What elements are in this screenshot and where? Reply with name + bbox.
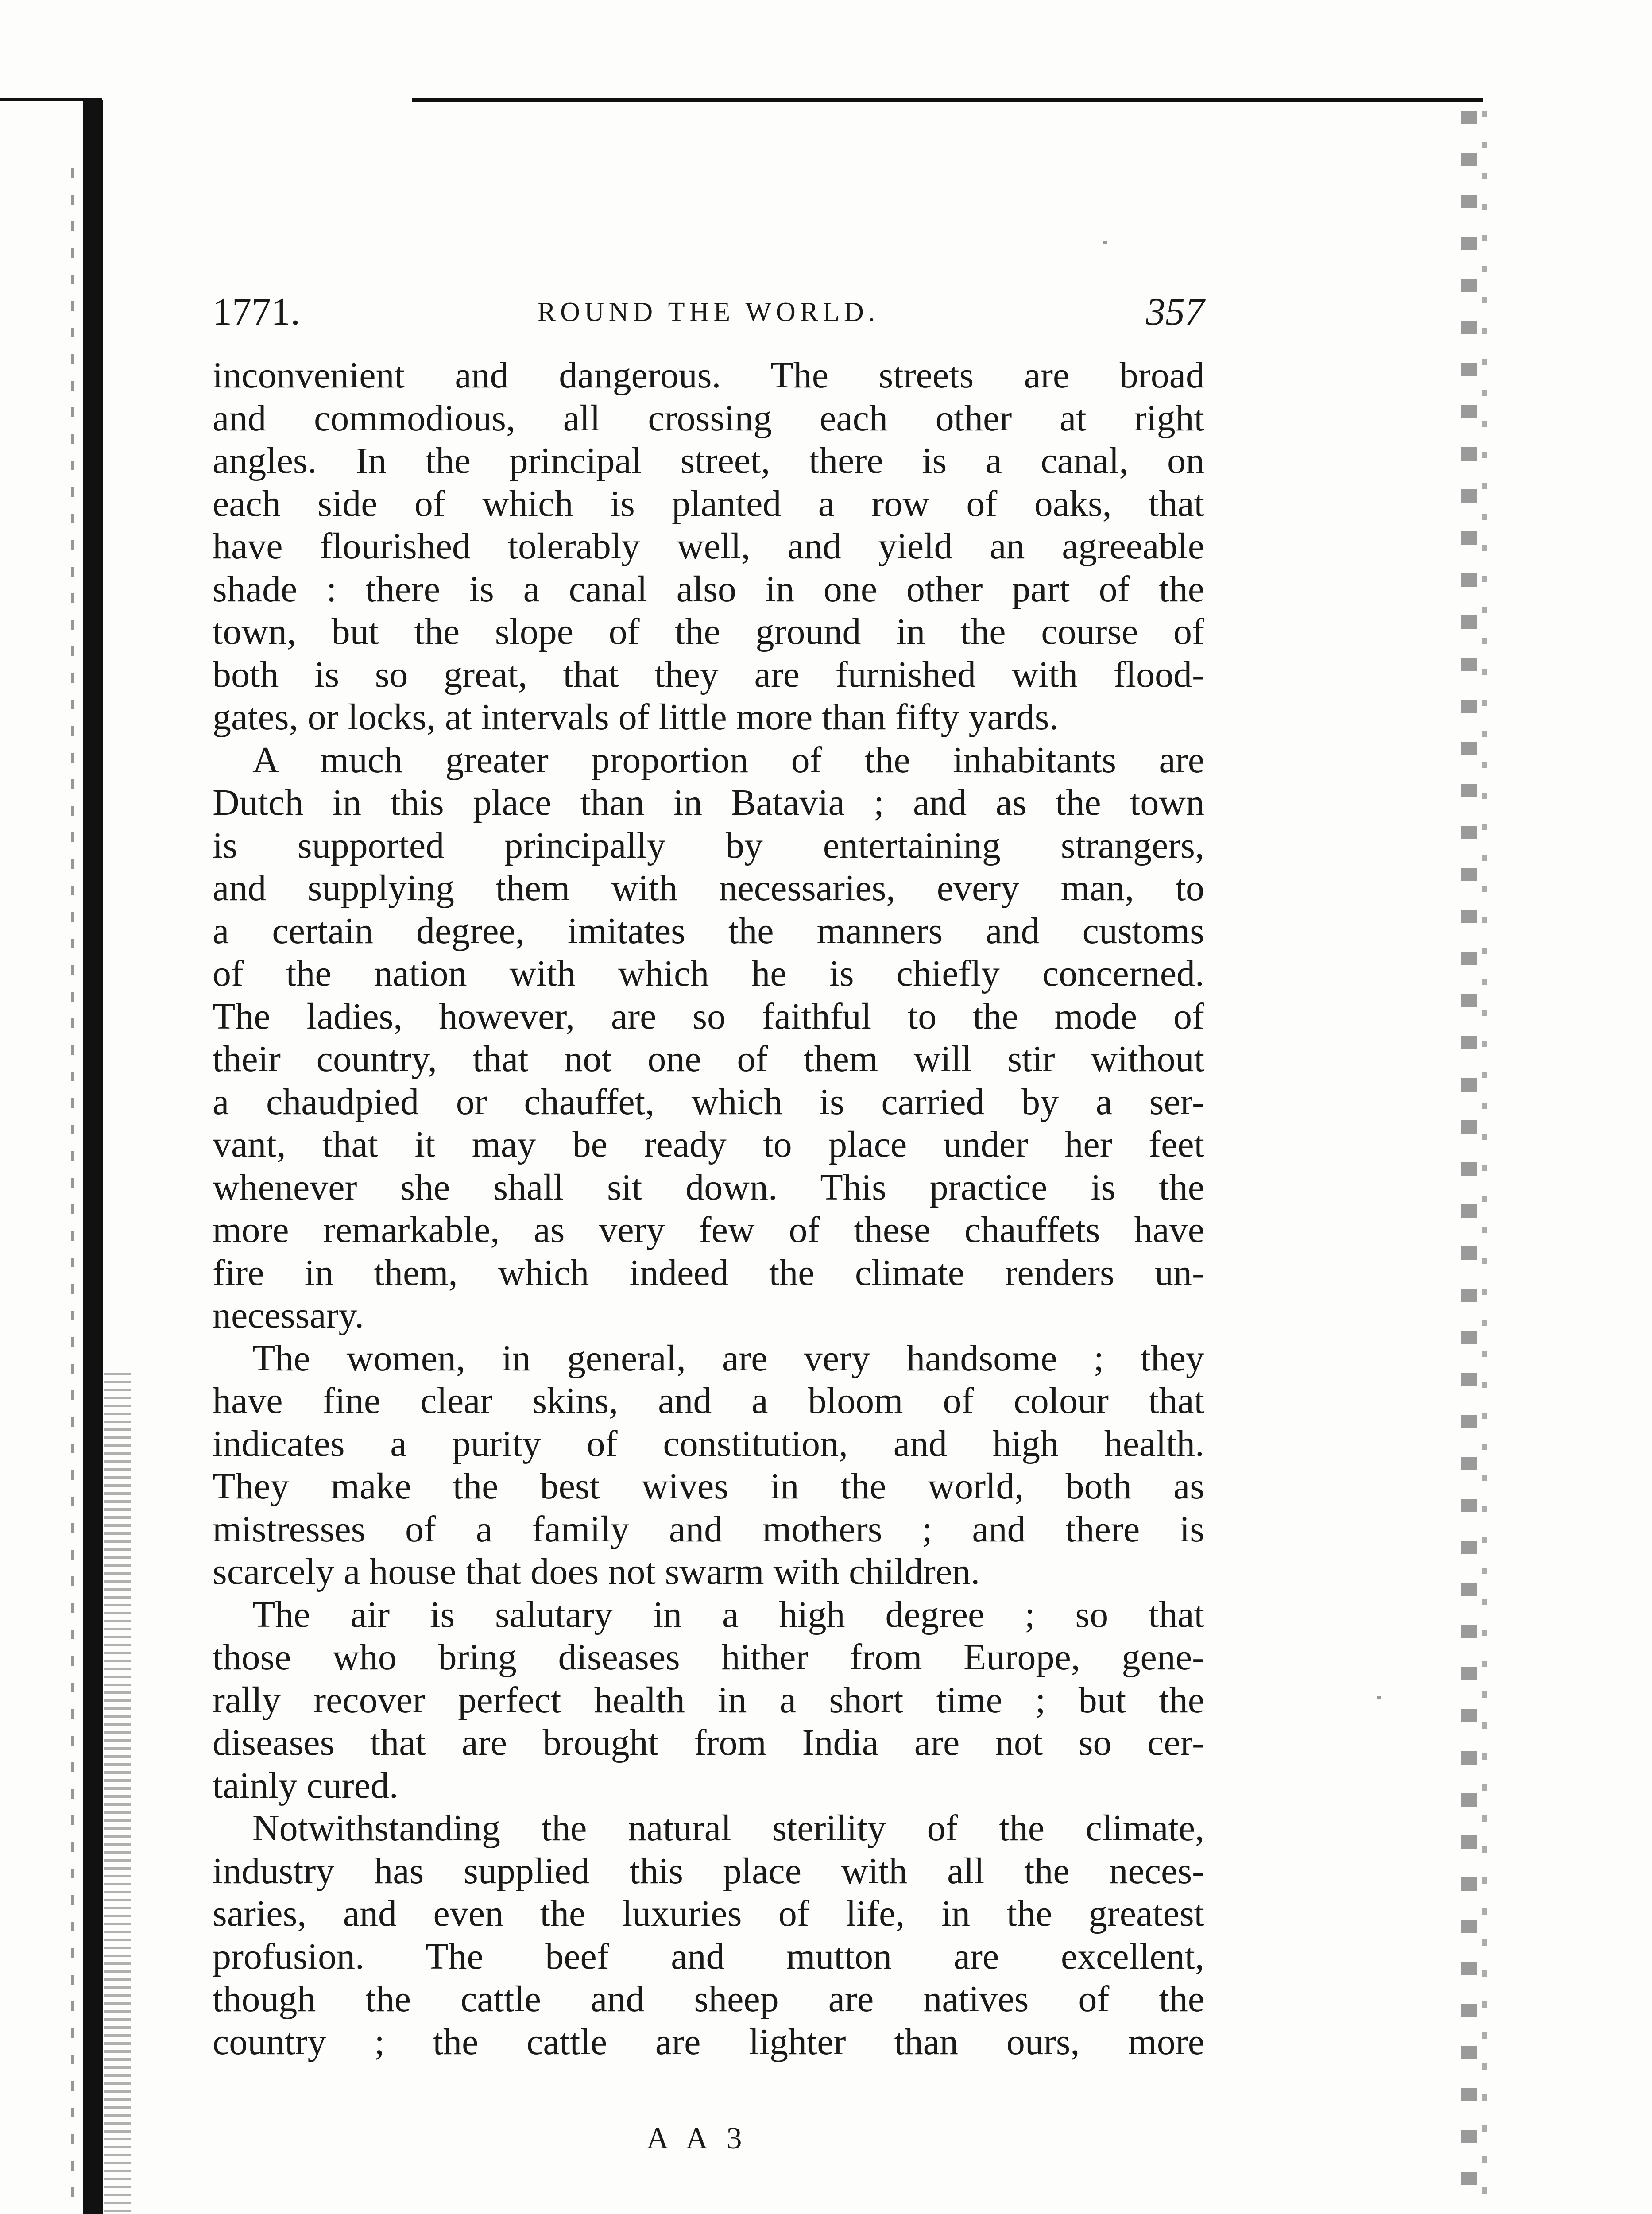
text-line: of the nation with which he is chiefly concerned. bbox=[213, 953, 1204, 994]
text-line: have flourished tolerably well, and yield an agreeable bbox=[213, 526, 1204, 567]
text-line: diseases that are brought from India are not so cer- bbox=[213, 1722, 1204, 1763]
scan-speck bbox=[1377, 1696, 1381, 1699]
text-line: A much greater proportion of the inhabitants are bbox=[252, 739, 1204, 781]
text-line: a chaudpied or chauffet, which is carried by a ser- bbox=[213, 1081, 1204, 1122]
body-text bbox=[213, 354, 1204, 2063]
text-line: more remarkable, as very few of these chauffets have bbox=[213, 1209, 1204, 1250]
scan-speck bbox=[1103, 241, 1107, 244]
text-line: both is so great, that they are furnished with flood- bbox=[213, 654, 1204, 695]
text-line: Dutch in this place than in Batavia ; and as the town bbox=[213, 782, 1204, 823]
text-line: The women, in general, are very handsome ; they bbox=[252, 1337, 1204, 1379]
text-line: fire in them, which indeed the climate renders un- bbox=[213, 1252, 1204, 1293]
text-line: industry has supplied this place with all the neces- bbox=[213, 1850, 1204, 1892]
text-line: scarcely a house that does not swarm with children. bbox=[213, 1551, 980, 1592]
adjacent-page-bleed bbox=[1461, 111, 1477, 2214]
binding-edge-shadow bbox=[71, 168, 74, 2214]
text-line: whenever she shall sit down. This practice is the bbox=[213, 1166, 1204, 1208]
text-line: shade : there is a canal also in one other part of the bbox=[213, 568, 1204, 610]
text-line: each side of which is planted a row of oaks, that bbox=[213, 483, 1204, 524]
text-line: and commodious, all crossing each other at right bbox=[213, 397, 1204, 439]
running-head bbox=[213, 288, 1204, 337]
text-line: gates, or locks, at intervals of little more than fifty yards. bbox=[213, 697, 1059, 738]
text-line: and supplying them with necessaries, every man, to bbox=[213, 867, 1204, 909]
page-number: 357 bbox=[1146, 290, 1204, 333]
text-line: mistresses of a family and mothers ; and there is bbox=[213, 1508, 1204, 1550]
text-line: their country, that not one of them will stir without bbox=[213, 1038, 1204, 1080]
text-line: inconvenient and dangerous. The streets are broad bbox=[213, 355, 1204, 396]
text-line: rally recover perfect health in a short time ; but the bbox=[213, 1679, 1204, 1721]
text-line: saries, and even the luxuries of life, in the greatest bbox=[213, 1893, 1204, 1934]
binding-edge-noise bbox=[104, 1373, 131, 2214]
header-title: ROUND THE WORLD. bbox=[537, 297, 880, 327]
text-line: Notwithstanding the natural sterility of the climate, bbox=[252, 1808, 1204, 1849]
text-line: The air is salutary in a high degree ; so that bbox=[252, 1594, 1204, 1635]
text-line: a certain degree, imitates the manners and customs bbox=[213, 910, 1204, 952]
text-line: vant, that it may be ready to place under her feet bbox=[213, 1124, 1204, 1165]
text-line: country ; the cattle are lighter than ours, more bbox=[213, 2021, 1204, 2063]
text-line: necessary. bbox=[213, 1295, 364, 1336]
text-line: town, but the slope of the ground in the course of bbox=[213, 611, 1204, 652]
text-line: have fine clear skins, and a bloom of colour that bbox=[213, 1380, 1204, 1421]
binding-edge bbox=[83, 100, 103, 2214]
text-line: is supported principally by entertaining strangers, bbox=[213, 824, 1204, 866]
adjacent-page-bleed-2 bbox=[1482, 111, 1487, 2214]
signature-mark: A A 3 bbox=[646, 2121, 748, 2156]
text-line: indicates a purity of constitution, and high health. bbox=[213, 1423, 1204, 1464]
text-line: angles. In the principal street, there is a canal, on bbox=[213, 440, 1204, 481]
text-line: The ladies, however, are so faithful to the mode of bbox=[213, 995, 1204, 1037]
header-year: 1771. bbox=[213, 290, 300, 333]
text-line: though the cattle and sheep are natives of the bbox=[213, 1978, 1204, 2020]
text-line: those who bring diseases hither from Europe, gene- bbox=[213, 1637, 1204, 1678]
scan-edge-top bbox=[412, 98, 1483, 102]
text-line: They make the best wives in the world, both as bbox=[213, 1466, 1204, 1507]
text-line: profusion. The beef and mutton are excellent, bbox=[213, 1935, 1204, 1977]
text-line: tainly cured. bbox=[213, 1765, 398, 1806]
